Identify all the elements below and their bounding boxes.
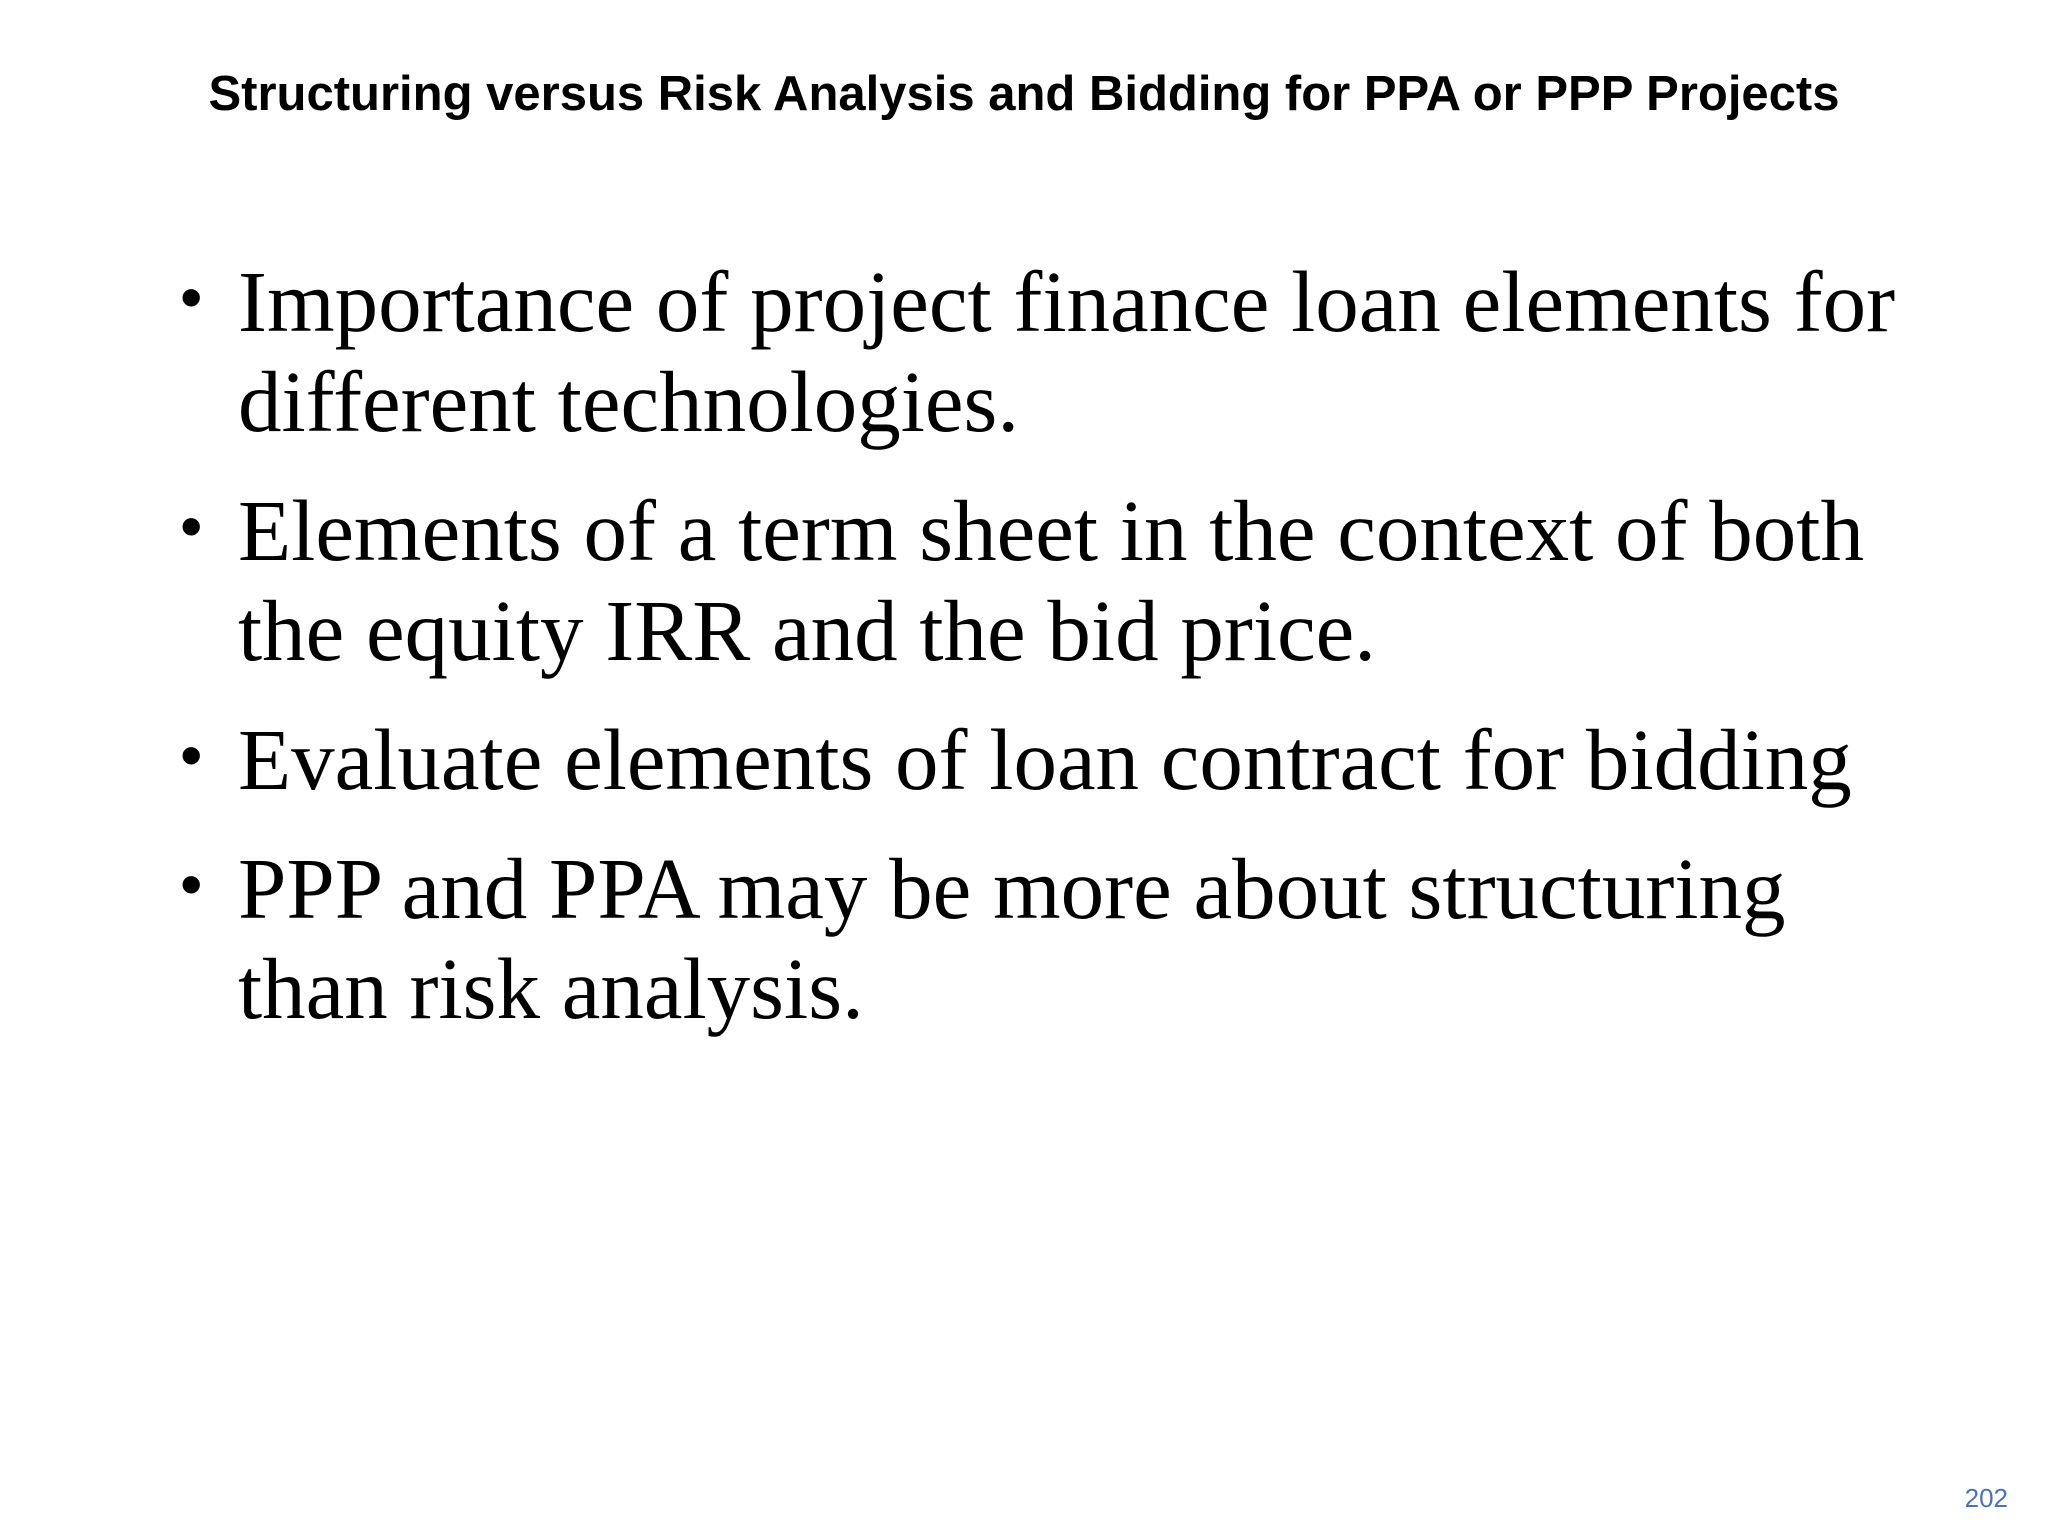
bullet-item [180,252,1900,452]
bullet-item [180,481,1900,681]
bullet-text: Evaluate elements of loan contract for bidding [238,711,1852,808]
bullet-text: Elements of a term sheet in the context of both the equity IRR and the bid price. [238,482,1864,679]
page-number: 202 [1964,1483,2008,1513]
bullet-text: PPP and PPA may be more about structuring than risk analysis. [238,840,1786,1037]
bullet-text: Importance of project finance loan elements for different technologies. [238,253,1896,450]
bullet-item [180,710,1900,810]
bullet-item [180,839,1900,1039]
bullet-list [180,252,1900,1068]
bullet-icon: • [180,490,203,562]
bullet-icon: • [180,261,203,333]
slide-title: Structuring versus Risk Analysis and Bidding for PPA or PPP Projects [208,67,1840,121]
bullet-icon: • [180,719,203,791]
bullet-icon: • [180,848,203,920]
